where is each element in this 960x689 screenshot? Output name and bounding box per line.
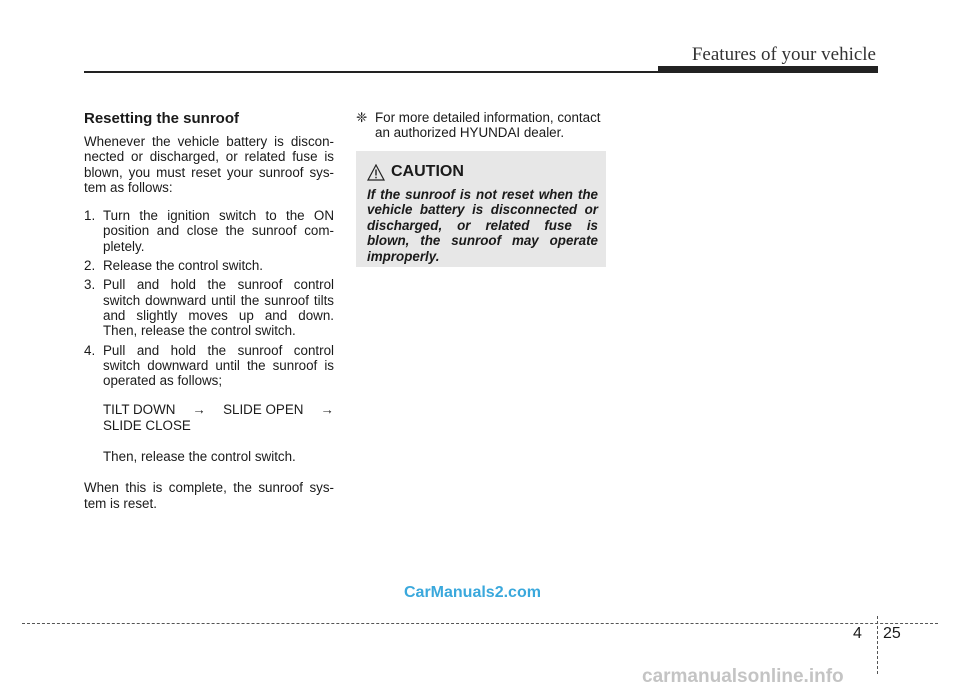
- site-watermark: carmanualsonline.info: [642, 666, 844, 687]
- watermark[interactable]: CarManuals2.com: [404, 584, 541, 601]
- sequence-line: [103, 402, 334, 417]
- chapter-number: 4: [853, 625, 862, 642]
- header-rule-thin: [84, 71, 660, 73]
- arrow-icon: →: [192, 402, 206, 418]
- left-column: [84, 110, 334, 511]
- arrow-icon: →: [320, 402, 334, 418]
- step-number: 1.: [84, 208, 96, 224]
- operation-sequence: [84, 402, 334, 433]
- caution-box: [356, 151, 606, 267]
- outro-paragraph: When this is complete, the sunroof sys-tem is reset.: [84, 480, 334, 511]
- step-item: [84, 277, 334, 338]
- intro-paragraph: Whenever the vehicle battery is discon-nected or discharged, or related fuse is blown, you must reset your sunroof sys-tem as follows:: [84, 134, 334, 195]
- step-text: Pull and hold the sunroof control switch downward until the sunroof is operated as follows;: [103, 342, 334, 389]
- warning-triangle-icon: [367, 164, 385, 181]
- footer-dash-line: [22, 623, 938, 624]
- step-number: 4.: [84, 342, 96, 358]
- release-text: Then, release the control switch.: [103, 449, 296, 465]
- step-item: [84, 258, 334, 273]
- step-text: Turn the ignition switch to the ON position and close the sunroof com-pletely.: [103, 208, 334, 254]
- header-title: Features of your vehicle: [691, 44, 876, 65]
- steps-list: [84, 208, 334, 388]
- caution-text: If the sunroof is not reset when the vehicle battery is disconnected or discharged, or related fuse is blown, the sunroof may operate improperly.: [367, 187, 598, 264]
- page-number: 25: [883, 625, 901, 642]
- middle-column: [356, 110, 606, 141]
- note-mark-icon: ❈: [356, 110, 368, 125]
- header-rule-thick: [658, 66, 878, 73]
- note: [356, 110, 606, 141]
- caution-header: [367, 161, 598, 183]
- step-number: 3.: [84, 277, 96, 293]
- sequence-step: SLIDE OPEN: [223, 402, 304, 418]
- footer-dash-divider: [877, 616, 878, 674]
- step-text: Release the control switch.: [103, 258, 264, 274]
- section-heading: Resetting the sunroof: [84, 110, 240, 127]
- step-item: [84, 343, 334, 389]
- caution-title: CAUTION: [391, 163, 464, 180]
- sequence-end: SLIDE CLOSE: [103, 417, 191, 433]
- step-text: Pull and hold the sunroof control switch downward until the sunroof tilts and slightly moves up and down. Then, release the control switch.: [103, 277, 334, 339]
- step-number: 2.: [84, 258, 96, 274]
- sequence-step: TILT DOWN: [103, 402, 176, 418]
- note-text: For more detailed information, contact an authorized HYUNDAI dealer.: [375, 110, 601, 141]
- step-item: [84, 208, 334, 254]
